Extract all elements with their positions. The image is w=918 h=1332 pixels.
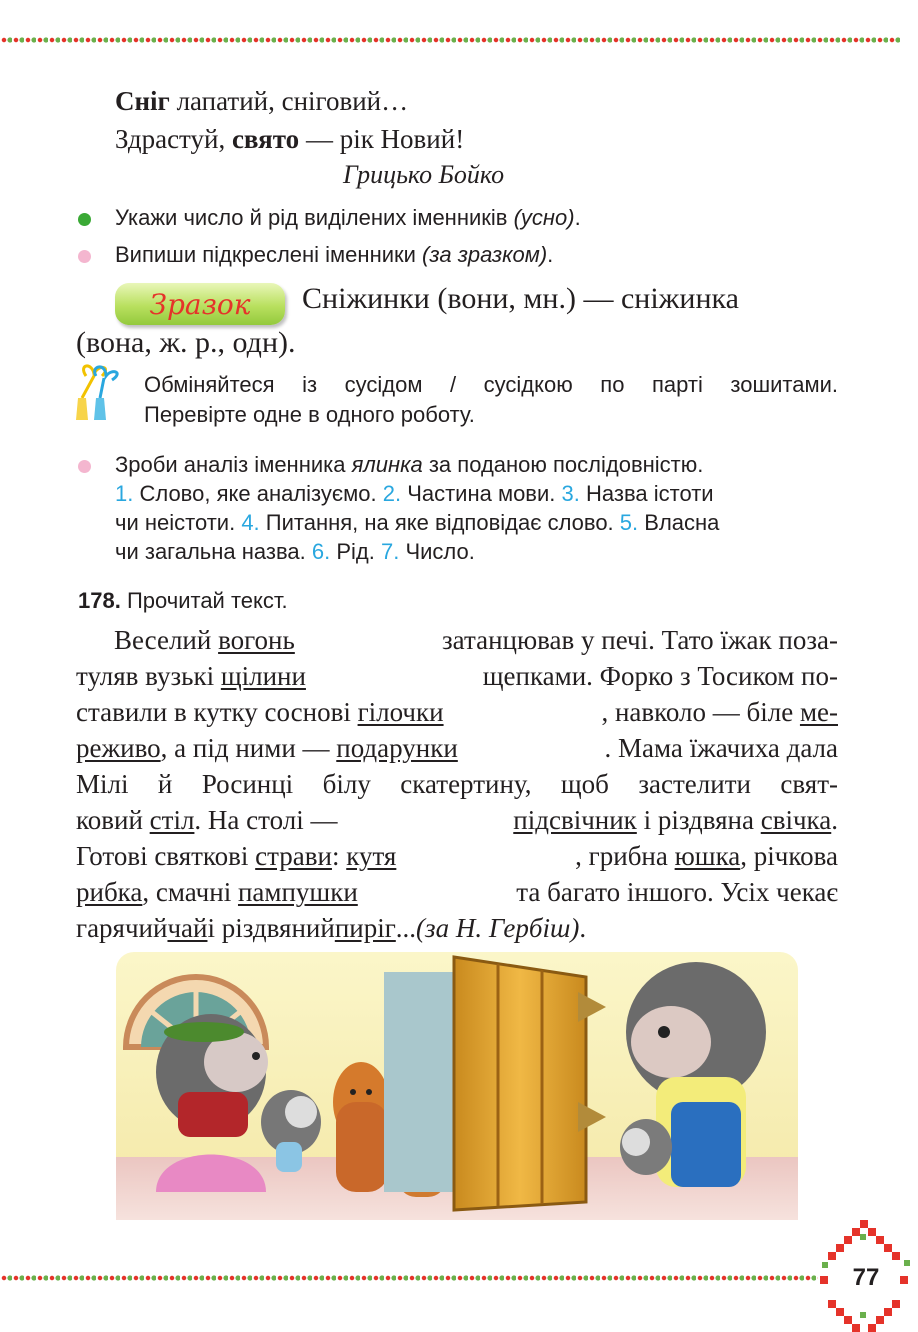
sample-line-1: Сніжинки (вони, мн.) — сніжинка bbox=[302, 282, 739, 315]
decorative-border-top bbox=[0, 34, 900, 46]
pair-work-line-1: Обміняйтеся із сусідом / сусідкою по парті зошитами. bbox=[144, 372, 838, 397]
poem-author: Грицько Бойко bbox=[343, 160, 505, 189]
bullet-pink-icon bbox=[78, 250, 91, 263]
story-line: Мілі й Росинці білу скатертину, щоб застелити свят- bbox=[76, 769, 838, 799]
story-text bbox=[76, 622, 838, 946]
bullet-pink-icon bbox=[78, 460, 91, 473]
sample-badge: Зразок bbox=[115, 283, 285, 325]
story-line: ковий стіл. На столі — підсвічник і різдвяна свічка. bbox=[76, 805, 838, 835]
page-number: 77 bbox=[852, 1264, 880, 1291]
pair-work-line-2: Перевірте одне в одного роботу. bbox=[144, 402, 475, 427]
pair-work-instruction bbox=[144, 370, 838, 430]
story-line: ставили в кутку соснові гілочки , навколо — біле ме- bbox=[76, 697, 838, 727]
story-line: рибка, смачні пампушки та багато іншого. Усіх чекає bbox=[76, 877, 838, 907]
poem bbox=[115, 82, 464, 158]
story-line: туляв вузькі щілини щепками. Форко з Тосиком по- bbox=[76, 661, 838, 691]
exercise-title: 178. Прочитай текст. bbox=[78, 588, 288, 613]
sample-line-2: (вона, ж. р., одн). bbox=[76, 326, 296, 359]
story-line: реживо, а під ними — подарунки . Мама їжачиха дала bbox=[76, 733, 838, 763]
poem-line-2: Здрастуй, свято — рік Новий! bbox=[115, 124, 465, 154]
tassel-icon bbox=[72, 362, 126, 424]
story-line: гарячий чай і різдвяний пиріг ... (за Н. Гербіш) . bbox=[76, 913, 587, 943]
decorative-border-bottom bbox=[0, 1272, 818, 1284]
analysis-task: Зроби аналіз іменника ялинка за поданою послідовністю. 1. Слово, яке аналізуємо. 2. Частина мови. 3. Назва істоти чи неістоти. 4. Питання, на яке відповідає слово. 5. Власна чи загальна назва. 6. Рід. 7. Число. bbox=[115, 452, 720, 564]
poem-line-1: Сніг лапатий, сніговий… bbox=[115, 86, 409, 116]
hedgehog-family-illustration bbox=[116, 952, 798, 1220]
story-line: Готові святкові страви: кутя , грибна юшка, річкова bbox=[76, 841, 838, 871]
story-line: Веселий вогонь затанцював у печі. Тато їжак поза- bbox=[114, 625, 838, 655]
bullet-green-icon bbox=[78, 213, 91, 226]
